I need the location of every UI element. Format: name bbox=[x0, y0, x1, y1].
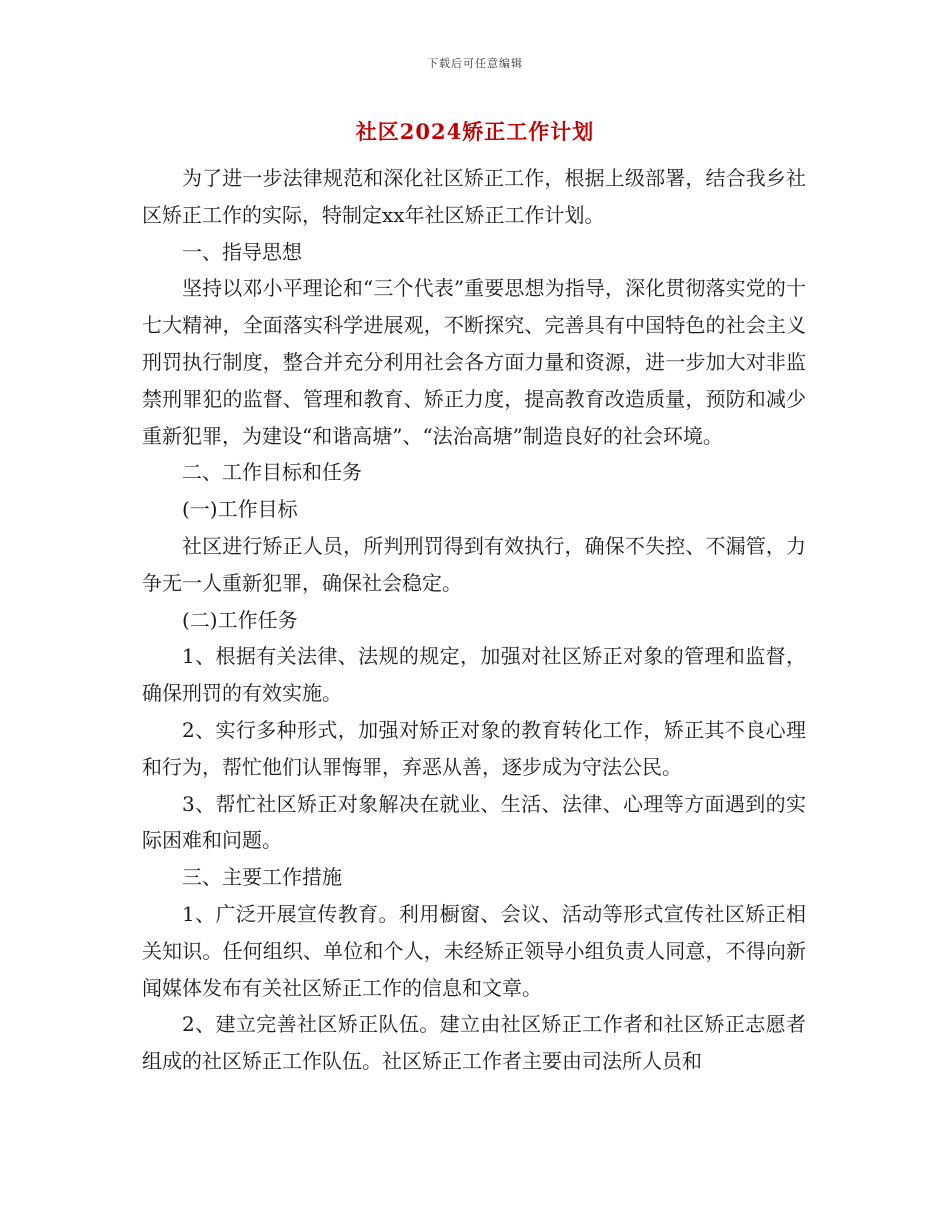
subheading-work-goals: (一)工作目标 bbox=[182, 497, 298, 522]
section-heading-main-measures: 三、主要工作措施 bbox=[182, 865, 342, 890]
section-heading-guiding-ideology: 一、指导思想 bbox=[182, 239, 302, 264]
task-item-1: 1、根据有关法律、法规的规定，加强对社区矫正对象的管理和监督，确保刑罚的有效实施。 bbox=[142, 644, 806, 706]
work-goals-paragraph: 社区进行矫正人员，所判刑罚得到有效执行，确保不失控、不漏管，力争无一人重新犯罪，确保社会稳定。 bbox=[142, 533, 806, 595]
task-item-3: 3、帮忙社区矫正对象解决在就业、生活、法律、心理等方面遇到的实际困难和问题。 bbox=[142, 791, 806, 853]
header-note: 下载后可任意编辑 bbox=[427, 57, 523, 70]
measure-item-1: 1、广泛开展宣传教育。利用橱窗、会议、活动等形式宣传社区矫正相关知识。任何组织、单位和个人，未经矫正领导小组负责人同意，不得向新闻媒体发布有关社区矫正工作的信息和文章。 bbox=[142, 901, 806, 1000]
document-title: 社区2024矫正工作计划 bbox=[355, 119, 595, 144]
task-item-2: 2、实行多种形式，加强对矫正对象的教育转化工作，矫正其不良心理和行为，帮忙他们认罪悔罪，弃恶从善，逐步成为守法公民。 bbox=[142, 717, 806, 779]
section-heading-goals-and-tasks: 二、工作目标和任务 bbox=[182, 460, 362, 485]
measure-item-2: 2、建立完善社区矫正队伍。建立由社区矫正工作者和社区矫正志愿者组成的社区矫正工作队伍。社区矫正工作者主要由司法所人员和 bbox=[142, 1012, 806, 1074]
guiding-ideology-paragraph: 坚持以邓小平理论和“三个代表”重要思想为指导，深化贯彻落实党的十七大精神，全面落实科学进展观，不断探究、完善具有中国特色的社会主义刑罚执行制度，整合并充分利用社会各方面力量和资源，进一步加大对非监禁刑罪犯的监督、管理和教育、矫正力度，提高教育改造质量，预防和减少重新犯罪，为建设“和谐高塘”、“法治高塘”制造良好的社会环境。 bbox=[142, 276, 806, 448]
subheading-work-tasks: (二)工作任务 bbox=[182, 607, 298, 632]
document-body bbox=[142, 160, 806, 1080]
intro-paragraph: 为了进一步法律规范和深化社区矫正工作，根据上级部署，结合我乡社区矫正工作的实际，特制定xx年社区矫正工作计划。 bbox=[142, 166, 806, 227]
